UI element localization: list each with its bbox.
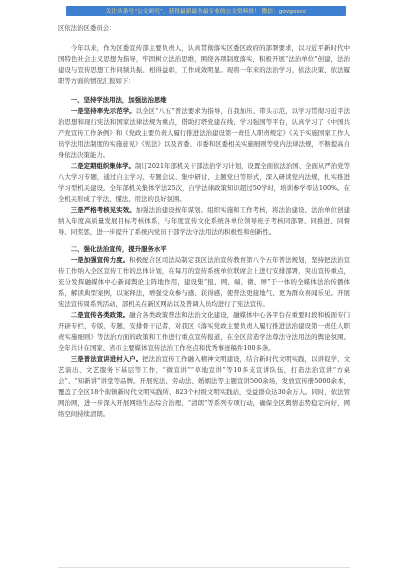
intro-paragraph: 今年以来，作为区委宣传部主要负责人，认真贯彻落实区委区政府的部署要求，以习近平新时代中国特色社会主义思想为指导，牢固树立法治思维，围绕各项制度落实，积极开展“法治单位”创建，法治建设与宣传思想工作同频共振、相得益彰，工作成效明显。现将一年来的法治学习、依法决策、依法履职等方面的情况汇报如下：	[58, 44, 350, 85]
section-1-paragraph-1: 一是坚持率先示范学。以全区“八五”普法要求为指导，自我加压、带头示范，以学习贯彻习近平法治思想和现行宪法和国家法律法规为重点，借助打塔党建在线、学习强国等平台，认真学习了《中国共产党宣传工作条例》和《党政主要负责人履行推进法治建设第一责任人职责规定》《关于实施国家工作人员学法用法制度的实施意见》《宪法》以及省委、市委和区委相关实施细则等党内法律法规，不断提高自身依法决策能力。	[58, 107, 350, 159]
keypoint: 三是普法宣讲进村入户。	[70, 355, 143, 363]
promo-banner[interactable]	[66, 6, 346, 16]
section-1-paragraph-3: 三是严格考核见实效。加强法治建设按年谋划、组织实施和工作考核，将法治建设、法治单位创建纳入年度高质量发展目标考核体系，与年度宣传文化系统各单位领导班子考核同部署、同推进、同督导、同奖惩，进一步提升了系统内党员干部学法守法用法的积极性和创新性。	[58, 206, 351, 236]
page-divider	[58, 567, 350, 568]
addressee: 区依法治区委员会：	[58, 24, 116, 32]
letter-body	[58, 23, 350, 420]
keypoint: 一是坚持率先示范学。	[70, 107, 136, 115]
keypoint: 三是严格考核见实效。	[70, 206, 136, 214]
keypoint: 二是定期组织集体学。	[70, 162, 135, 170]
promo-banner-text: 关注头条号“公文研究”，获得最新最全最专业的公文资料推！ 微信：govgovcc	[105, 9, 307, 15]
keypoint: 一是加强宣传力度。	[70, 256, 130, 264]
keypoint: 二是宣传各类政策。	[70, 311, 130, 319]
section-1-paragraph-2: 二是定期组织集体学。制订2021年部机关干部法治学习计划，设置全面依法治国、全面从严治党等八大学习专题，通过自主学习、专题会议、集中研讨、主题党日等形式，深入研读党内法规，扎实推进学习型机关建设。全年部机关集体学法25次，自学法律政策知识超过50学时，培训参学率达100%。在全机关形成了学法、懂法、用法的良好氛围。	[58, 162, 351, 203]
section-heading-2: 二、强化法治宣传，提升服务水平	[70, 245, 167, 253]
section-heading-1: 一、坚持学法用法，加强法治思维	[70, 96, 167, 104]
section-2-paragraph-1: 一是加强宣传力度。积极配合区司法局制定我区法治宣传教育第八个五年普法规划，坚持把法治宣传工作纳入全区宣传工作的总体计划，在每月的宣传系统单位联席会上进行安排部署，突出宣传重点，充分发挥融媒体中心新闻舆论主阵地作用，建设集“报、网、端、微、屏”于一体的全媒体法治传播体系，解读典型案例，以案释法，增强受众参与感、获得感，使普法更接地气、更为群众喜闻乐见。开展宪法宣传周系列活动，部机关在新区网站以及普调人员均进行了宪法宣传。	[58, 256, 351, 308]
section-2-paragraph-2: 二是宣传各类政策。融合各类政策普法和法治文化建设，融媒体中心各平台在重要时段和板面专门开辟专栏、专版、专题，安排骨干记者，对我区《落实党政主要负责人履行推进法治建设第一责任人职责实施细则》等法治方面的政策和工作进行重点宣传报道，在全区营造学法尊法守法用法的舆论氛围。全年共计在国家、省市主要媒体宣传法治工作亮点和优秀事迹稿件100多条。	[58, 311, 351, 352]
section-2-paragraph-3: 三是普法宣讲进村入户。把法治宣传工作融入精神文明建设，结合新时代文明实践，以讲促学、文艺演出、文艺服务下基层等工作，“微宣讲”“草地宣讲”等10多支宣讲队伍，打造法治宣讲“方桌会”、“知新讲”讲堂等品牌。开展宪法、劳动法、婚姻法等主题宣讲500余场，发放宣传册5000余本，覆盖了全区18个街镇新时代文明实践所、823个村级文明实践站，受益群众达30余万人。同时，依法管网治网，进一步深入开展网络生态综合治理、“清朗”等系列专项行动，确保全区舆情态势稳定向好，网络空间持续清朗。	[58, 355, 351, 418]
